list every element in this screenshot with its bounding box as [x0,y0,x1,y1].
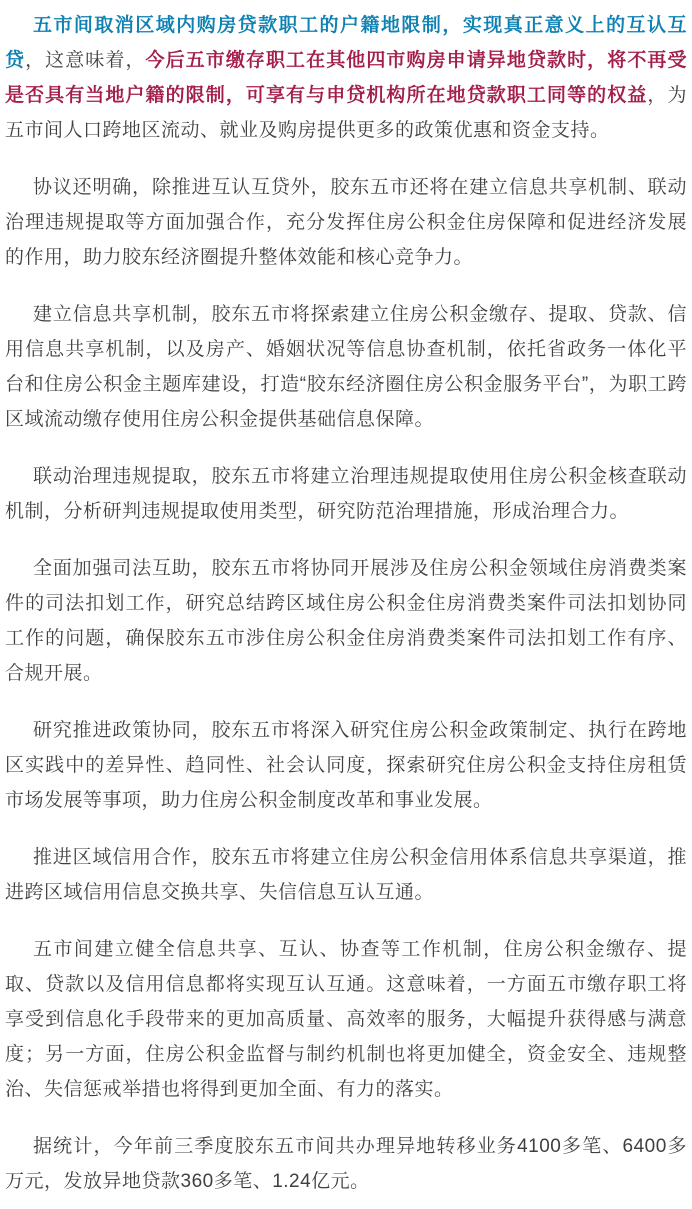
paragraph-3 [5,297,687,437]
highlight-red-text: 今后五市缴存职工在其他四市购房申请异地贷款时，将不再受是否具有当地户籍的限制，可享有与申贷机构所在地贷款职工同等的权益 [5,50,687,106]
paragraph-1 [5,8,687,148]
body-text: 全面加强司法互助，胶东五市将协同开展涉及住房公积金领域住房消费类案件的司法扣划工作，研究总结跨区域住房公积金住房消费类案件司法扣划协同工作的问题，确保胶东五市涉住房公积金住房消费类案件司法扣划工作有序、合规开展。 [5,558,687,684]
paragraph-8 [5,932,687,1107]
paragraph-6 [5,713,687,818]
body-text: 研究推进政策协同，胶东五市将深入研究住房公积金政策制定、执行在跨地区实践中的差异性、趋同性、社会认同度，探索研究住房公积金支持住房租赁市场发展等事项，助力住房公积金制度改革和事业发展。 [5,720,687,811]
body-text: 五市间建立健全信息共享、互认、协查等工作机制，住房公积金缴存、提取、贷款以及信用信息都将实现互认互通。这意味着，一方面五市缴存职工将享受到信息化手段带来的更加高质量、高效率的服务，大幅提升获得感与满意度；另一方面，住房公积金监督与制约机制也将更加健全，资金安全、违规整治、失信惩戒举措也将得到更加全面、有力的落实。 [5,939,687,1100]
paragraph-7 [5,840,687,910]
body-text: ，为五市间人口跨地区流动、就业及购房提供更多的政策优惠和资金支持。 [5,85,687,141]
body-text: ，这意味着， [25,50,146,71]
body-text: 联动治理违规提取，胶东五市将建立治理违规提取使用住房公积金核查联动机制，分析研判违规提取使用类型，研究防范治理措施，形成治理合力。 [5,466,687,522]
paragraph-9 [5,1129,687,1199]
body-text: 协议还明确，除推进互认互贷外，胶东五市还将在建立信息共享机制、联动治理违规提取等方面加强合作，充分发挥住房公积金住房保障和促进经济发展的作用，助力胶东经济圈提升整体效能和核心竞争力。 [5,177,687,268]
body-text: 建立信息共享机制，胶东五市将探索建立住房公积金缴存、提取、贷款、信用信息共享机制，以及房产、婚姻状况等信息协查机制，依托省政务一体化平台和住房公积金主题库建设，打造“胶东经济圈住房公积金服务平台”，为职工跨区域流动缴存使用住房公积金提供基础信息保障。 [5,304,687,430]
paragraph-2 [5,170,687,275]
highlight-blue-text: 五市间取消区域内购房贷款职工的户籍地限制，实现真正意义上的互认互贷 [5,15,687,71]
body-text: 推进区域信用合作，胶东五市将建立住房公积金信用体系信息共享渠道，推进跨区域信用信息交换共享、失信信息互认互通。 [5,847,687,903]
paragraph-5 [5,551,687,691]
body-text: 据统计，今年前三季度胶东五市间共办理异地转移业务4100多笔、6400多万元，发放异地贷款360多笔、1.24亿元。 [5,1136,687,1192]
paragraph-4 [5,459,687,529]
